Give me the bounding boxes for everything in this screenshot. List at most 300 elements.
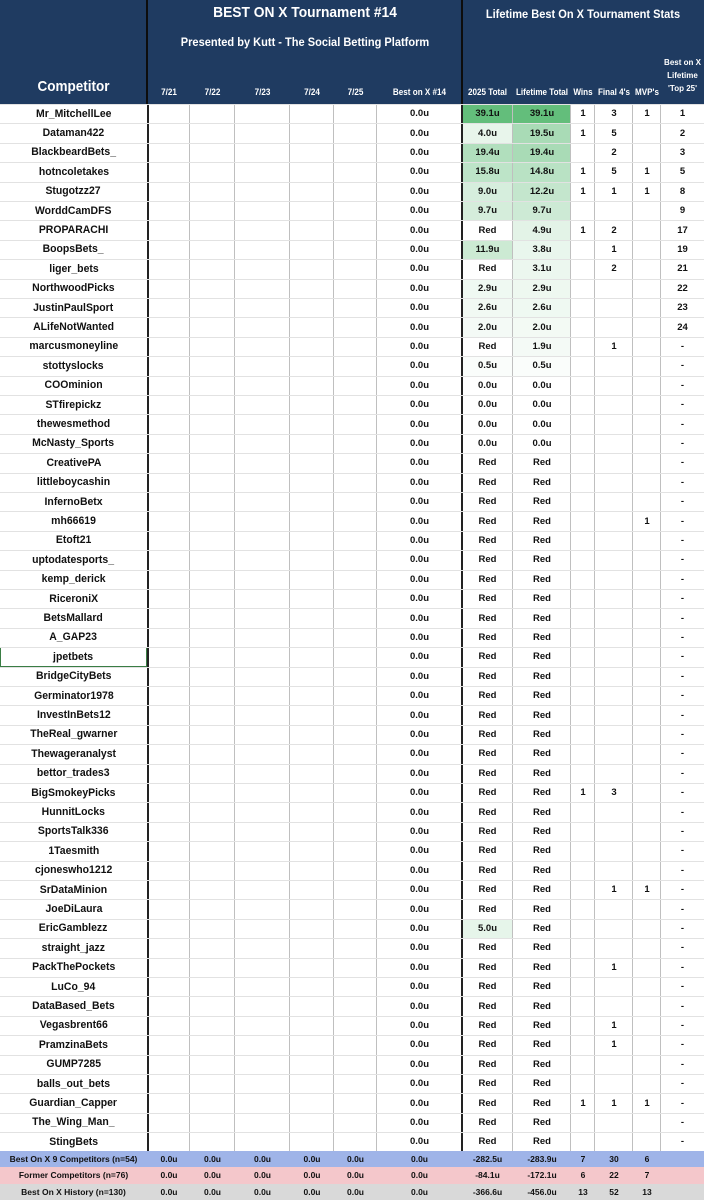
- cell-d4: [290, 764, 334, 783]
- cell-life: 19.5u: [513, 123, 571, 142]
- cell-d4: [290, 958, 334, 977]
- cell-d1: [148, 861, 190, 880]
- row-divider: [0, 570, 704, 571]
- table-row: [0, 356, 704, 375]
- cell-top: 2: [679, 127, 686, 139]
- table-row: [0, 686, 704, 705]
- cell-name: [0, 1113, 147, 1132]
- cell-d3: [235, 550, 290, 569]
- competitor-name: HunnitLocks: [41, 806, 106, 819]
- cell-mvp: [633, 589, 661, 608]
- cell-f4: [595, 201, 633, 220]
- competitor-name: balls_out_bets: [36, 1077, 111, 1090]
- cell-mvp: [633, 201, 661, 220]
- cell-wins: 1: [580, 224, 586, 236]
- cell-d4: [290, 143, 334, 162]
- footer-cell-wins: 7: [580, 1154, 586, 1165]
- competitor-name: PackThePockets: [31, 961, 116, 974]
- cell-name: [0, 298, 147, 317]
- cell-d1: [148, 686, 190, 705]
- cell-top: -: [680, 690, 685, 702]
- cell-name: [0, 570, 147, 589]
- cell-d1: [148, 647, 190, 666]
- cell-name: [0, 220, 147, 239]
- row-divider: [0, 996, 704, 997]
- cell-d4: [290, 473, 334, 492]
- cell-t2025: Red: [478, 748, 497, 760]
- cell-f4: [595, 725, 633, 744]
- cell-life: Red: [533, 864, 551, 876]
- cell-wins: [571, 317, 595, 336]
- row-divider: [0, 725, 704, 726]
- cell-t2025: Red: [478, 884, 497, 896]
- cell-mvp: [633, 667, 661, 686]
- cell-f4: [595, 628, 633, 647]
- cell-f4: [595, 822, 633, 841]
- cell-f4: [595, 919, 633, 938]
- cell-wins: [571, 1074, 595, 1093]
- competitor-name: CreativePA: [45, 456, 101, 469]
- cell-f4: 1: [611, 243, 617, 255]
- cell-top: -: [680, 670, 685, 682]
- cell-d2: [190, 686, 235, 705]
- cell-life: Red: [533, 728, 551, 740]
- cell-d4: [290, 220, 334, 239]
- row-divider: [0, 822, 704, 823]
- cell-d3: [235, 337, 290, 356]
- cell-d1: [148, 977, 190, 996]
- cell-d4: [290, 1035, 334, 1054]
- cell-d3: [235, 414, 290, 433]
- cell-f4: 1: [611, 185, 617, 197]
- table-row: [0, 240, 704, 259]
- row-divider: [0, 279, 704, 280]
- cell-f4: [595, 1055, 633, 1074]
- cell-wins: [571, 511, 595, 530]
- table-row: [0, 182, 704, 201]
- cell-wins: [571, 647, 595, 666]
- table-row: [0, 996, 704, 1015]
- cell-f4: 2: [611, 263, 617, 275]
- cell-d1: [148, 201, 190, 220]
- cell-f4: [595, 667, 633, 686]
- cell-wins: [571, 686, 595, 705]
- cell-t2025: Red: [478, 806, 497, 818]
- cell-d4: [290, 531, 334, 550]
- cell-d4: [290, 259, 334, 278]
- cell-f4: 3: [611, 787, 617, 799]
- cell-mvp: 1: [644, 884, 650, 896]
- table-header: [0, 0, 704, 104]
- row-divider: [0, 492, 704, 493]
- cell-name: [0, 376, 147, 395]
- col-header-final-4s: Final 4's: [597, 87, 631, 97]
- cell-d3: [235, 841, 290, 860]
- cell-mvp: [633, 647, 661, 666]
- cell-wins: [571, 570, 595, 589]
- footer-cell-wins: 6: [580, 1170, 586, 1181]
- cell-name: [0, 628, 147, 647]
- cell-d2: [190, 376, 235, 395]
- competitor-name: ALifeNotWanted: [33, 321, 114, 334]
- cell-d5: [334, 744, 377, 763]
- cell-t2025: Red: [478, 476, 497, 488]
- cell-name: [0, 434, 147, 453]
- table-row: [0, 337, 704, 356]
- cell-d5: [334, 667, 377, 686]
- cell-d1: [148, 1016, 190, 1035]
- footer-cell-mvp: 7: [644, 1170, 650, 1181]
- cell-boxt: 0.0u: [409, 728, 429, 740]
- cell-life: 0.0u: [532, 418, 552, 430]
- cell-d2: [190, 570, 235, 589]
- cell-f4: [595, 608, 633, 627]
- cell-d3: [235, 861, 290, 880]
- cell-d4: [290, 570, 334, 589]
- cell-d1: [148, 705, 190, 724]
- cell-top: -: [680, 593, 685, 605]
- cell-boxt: 0.0u: [409, 496, 429, 508]
- cell-name: [0, 531, 147, 550]
- cell-life: Red: [533, 515, 551, 527]
- cell-d1: [148, 958, 190, 977]
- cell-name: [0, 744, 147, 763]
- cell-life: 2.0u: [513, 317, 571, 336]
- table-row: [0, 414, 704, 433]
- row-divider: [0, 1055, 704, 1056]
- cell-life: 1.9u: [513, 337, 571, 356]
- cell-boxt: 0.0u: [409, 515, 429, 527]
- col-header-7-23: 7/23: [254, 87, 271, 97]
- cell-d3: [235, 996, 290, 1015]
- cell-d1: [148, 589, 190, 608]
- cell-top: -: [680, 922, 685, 934]
- cell-wins: [571, 958, 595, 977]
- cell-d2: [190, 492, 235, 511]
- top25-line1: Best on X: [664, 58, 701, 67]
- cell-d2: [190, 201, 235, 220]
- cell-d1: [148, 434, 190, 453]
- cell-boxt: 0.0u: [409, 767, 429, 779]
- cell-name: [0, 414, 147, 433]
- cell-name: [0, 492, 147, 511]
- table-row: [0, 511, 704, 530]
- cell-d4: [290, 899, 334, 918]
- row-divider: [0, 667, 704, 668]
- footer-cell-life: -172.1u: [527, 1170, 557, 1181]
- cell-d4: [290, 628, 334, 647]
- cell-boxt: 0.0u: [409, 631, 429, 643]
- footer-cell-mvp: 6: [644, 1154, 650, 1165]
- cell-life: Red: [533, 554, 551, 566]
- table-row: [0, 628, 704, 647]
- cell-d3: [235, 1093, 290, 1112]
- cell-d4: [290, 802, 334, 821]
- cell-mvp: [633, 570, 661, 589]
- cell-d2: [190, 453, 235, 472]
- cell-wins: [571, 628, 595, 647]
- cell-life: Red: [533, 1136, 551, 1148]
- cell-boxt: 0.0u: [409, 787, 429, 799]
- row-divider: [0, 1132, 704, 1133]
- cell-d2: [190, 143, 235, 162]
- cell-t2025: Red: [478, 981, 497, 993]
- cell-mvp: [633, 240, 661, 259]
- cell-d3: [235, 182, 290, 201]
- row-divider: [0, 938, 704, 939]
- cell-t2025: Red: [478, 573, 497, 585]
- row-divider: [0, 531, 704, 532]
- footer-cell-t2025: -282.5u: [472, 1154, 503, 1165]
- cell-top: -: [680, 418, 685, 430]
- cell-boxt: 0.0u: [409, 1058, 429, 1070]
- cell-name: [0, 123, 147, 142]
- cell-d4: [290, 725, 334, 744]
- table-row: [0, 570, 704, 589]
- col-header-top-25: [661, 56, 704, 95]
- cell-d1: [148, 182, 190, 201]
- table-footer: [0, 1151, 704, 1200]
- cell-d5: [334, 938, 377, 957]
- row-divider: [0, 783, 704, 784]
- footer-summary-row: [0, 1151, 704, 1167]
- competitor-name: DataBased_Bets: [32, 1000, 115, 1013]
- cell-life: Red: [533, 670, 551, 682]
- competitor-name: littleboycashin: [36, 476, 111, 489]
- cell-wins: [571, 589, 595, 608]
- row-divider: [0, 628, 704, 629]
- row-divider: [0, 240, 704, 241]
- cell-d2: [190, 958, 235, 977]
- cell-life: Red: [533, 787, 551, 799]
- cell-d4: [290, 376, 334, 395]
- footer-cell-d2: 0.0u: [203, 1170, 221, 1181]
- cell-f4: [595, 686, 633, 705]
- table-row: [0, 1093, 704, 1112]
- competitor-name: RiceroniX: [49, 592, 98, 605]
- cell-d5: [334, 279, 377, 298]
- table-row: [0, 376, 704, 395]
- cell-d5: [334, 996, 377, 1015]
- cell-d2: [190, 996, 235, 1015]
- footer-cell-life: -283.9u: [527, 1154, 557, 1165]
- cell-d3: [235, 919, 290, 938]
- row-divider: [0, 764, 704, 765]
- table-row: [0, 841, 704, 860]
- row-divider: [0, 705, 704, 706]
- cell-d4: [290, 453, 334, 472]
- cell-t2025: Red: [478, 263, 497, 275]
- competitor-name: InvestInBets12: [36, 709, 111, 722]
- cell-f4: [595, 550, 633, 569]
- cell-d5: [334, 880, 377, 899]
- cell-d5: [334, 182, 377, 201]
- footer-cell-label: Best On X 9 Competitors (n=54): [9, 1154, 138, 1165]
- cell-d1: [148, 822, 190, 841]
- cell-top: -: [680, 806, 685, 818]
- cell-f4: [595, 841, 633, 860]
- cell-d5: [334, 725, 377, 744]
- cell-wins: [571, 473, 595, 492]
- cell-d3: [235, 764, 290, 783]
- cell-d1: [148, 453, 190, 472]
- cell-mvp: [633, 628, 661, 647]
- cell-t2025: Red: [478, 515, 497, 527]
- cell-name: [0, 725, 147, 744]
- footer-cell-d4: 0.0u: [303, 1170, 321, 1181]
- cell-name: [0, 1074, 147, 1093]
- competitor-name: JoeDiLaura: [45, 903, 102, 916]
- cell-mvp: [633, 861, 661, 880]
- cell-wins: [571, 356, 595, 375]
- cell-mvp: 1: [644, 166, 650, 178]
- competitor-name: Germinator1978: [33, 689, 114, 702]
- cell-wins: [571, 938, 595, 957]
- footer-cell-label: Former Competitors (n=76): [18, 1170, 129, 1181]
- cell-d2: [190, 531, 235, 550]
- cell-name: [0, 589, 147, 608]
- competitor-name: JustinPaulSport: [33, 301, 114, 314]
- cell-boxt: 0.0u: [409, 437, 429, 449]
- row-divider: [0, 511, 704, 512]
- cell-life: 4.9u: [513, 220, 571, 239]
- cell-boxt: 0.0u: [409, 573, 429, 585]
- cell-name: [0, 104, 147, 123]
- cell-d5: [334, 143, 377, 162]
- cell-d5: [334, 356, 377, 375]
- cell-d2: [190, 861, 235, 880]
- cell-d4: [290, 395, 334, 414]
- cell-name: [0, 996, 147, 1015]
- cell-top: -: [680, 1058, 685, 1070]
- cell-t2025: 19.4u: [462, 143, 513, 162]
- cell-d4: [290, 511, 334, 530]
- cell-wins: [571, 201, 595, 220]
- cell-mvp: [633, 123, 661, 142]
- cell-d5: [334, 1035, 377, 1054]
- cell-d4: [290, 550, 334, 569]
- cell-d4: [290, 919, 334, 938]
- table-row: [0, 317, 704, 336]
- cell-name: [0, 182, 147, 201]
- cell-d3: [235, 570, 290, 589]
- cell-d4: [290, 647, 334, 666]
- cell-f4: [595, 298, 633, 317]
- cell-d3: [235, 453, 290, 472]
- cell-name: [0, 473, 147, 492]
- footer-cell-boxt: 0.0u: [410, 1154, 428, 1165]
- cell-f4: [595, 317, 633, 336]
- competitor-name: BigSmokeyPicks: [31, 786, 116, 799]
- cell-d5: [334, 977, 377, 996]
- cell-f4: [595, 899, 633, 918]
- cell-d5: [334, 395, 377, 414]
- cell-top: 8: [679, 185, 686, 197]
- table-row: [0, 473, 704, 492]
- cell-boxt: 0.0u: [409, 612, 429, 624]
- cell-t2025: Red: [478, 942, 497, 954]
- cell-name: [0, 764, 147, 783]
- cell-d4: [290, 240, 334, 259]
- cell-mvp: [633, 376, 661, 395]
- cell-mvp: [633, 1016, 661, 1035]
- cell-top: -: [680, 748, 685, 760]
- cell-d5: [334, 162, 377, 181]
- cell-d2: [190, 1055, 235, 1074]
- table-row: [0, 104, 704, 123]
- cell-boxt: 0.0u: [409, 476, 429, 488]
- cell-d3: [235, 143, 290, 162]
- table-row: [0, 705, 704, 724]
- cell-d3: [235, 259, 290, 278]
- competitor-name: 1Taesmith: [48, 844, 99, 857]
- cell-f4: [595, 764, 633, 783]
- cell-d2: [190, 279, 235, 298]
- cell-d2: [190, 317, 235, 336]
- cell-boxt: 0.0u: [409, 1097, 429, 1109]
- cell-d4: [290, 1074, 334, 1093]
- cell-name: [0, 667, 147, 686]
- cell-f4: [595, 861, 633, 880]
- cell-t2025: 11.9u: [462, 240, 513, 259]
- cell-t2025: Red: [478, 1039, 497, 1051]
- cell-wins: [571, 725, 595, 744]
- cell-life: 9.7u: [513, 201, 571, 220]
- footer-cell-f4: 22: [609, 1170, 619, 1181]
- cell-d5: [334, 686, 377, 705]
- cell-d5: [334, 802, 377, 821]
- cell-d1: [148, 298, 190, 317]
- cell-d2: [190, 880, 235, 899]
- cell-wins: 1: [580, 166, 586, 178]
- cell-d3: [235, 1035, 290, 1054]
- cell-wins: [571, 744, 595, 763]
- cell-t2025: 4.0u: [462, 123, 513, 142]
- cell-name: [0, 201, 147, 220]
- cell-d2: [190, 1016, 235, 1035]
- cell-wins: [571, 453, 595, 472]
- competitor-name: Stugotzz27: [45, 185, 102, 198]
- cell-t2025: Red: [478, 534, 497, 546]
- footer-cell-top: [661, 1167, 704, 1183]
- cell-d3: [235, 1016, 290, 1035]
- cell-d2: [190, 1132, 235, 1151]
- cell-top: 17: [677, 224, 688, 236]
- footer-cell-d1: 0.0u: [160, 1186, 178, 1197]
- cell-top: -: [680, 845, 685, 857]
- cell-boxt: 0.0u: [409, 1078, 429, 1090]
- cell-life: Red: [533, 845, 551, 857]
- cell-boxt: 0.0u: [409, 651, 429, 663]
- cell-d5: [334, 259, 377, 278]
- lifetime-stats-title: Lifetime Best On X Tournament Stats: [485, 7, 681, 21]
- cell-d4: [290, 783, 334, 802]
- footer-cell-d2: 0.0u: [203, 1154, 221, 1165]
- competitor-name: TheReal_gwarner: [29, 728, 118, 741]
- cell-d4: [290, 589, 334, 608]
- table-row: [0, 453, 704, 472]
- cell-boxt: 0.0u: [409, 1000, 429, 1012]
- footer-cell-top: [661, 1151, 704, 1167]
- cell-top: 3: [679, 146, 686, 158]
- cell-boxt: 0.0u: [409, 884, 429, 896]
- cell-mvp: [633, 841, 661, 860]
- cell-f4: 2: [611, 146, 617, 158]
- footer-cell-d3: 0.0u: [253, 1186, 271, 1197]
- cell-t2025: Red: [478, 709, 497, 721]
- cell-wins: [571, 550, 595, 569]
- cell-life: Red: [533, 1019, 551, 1031]
